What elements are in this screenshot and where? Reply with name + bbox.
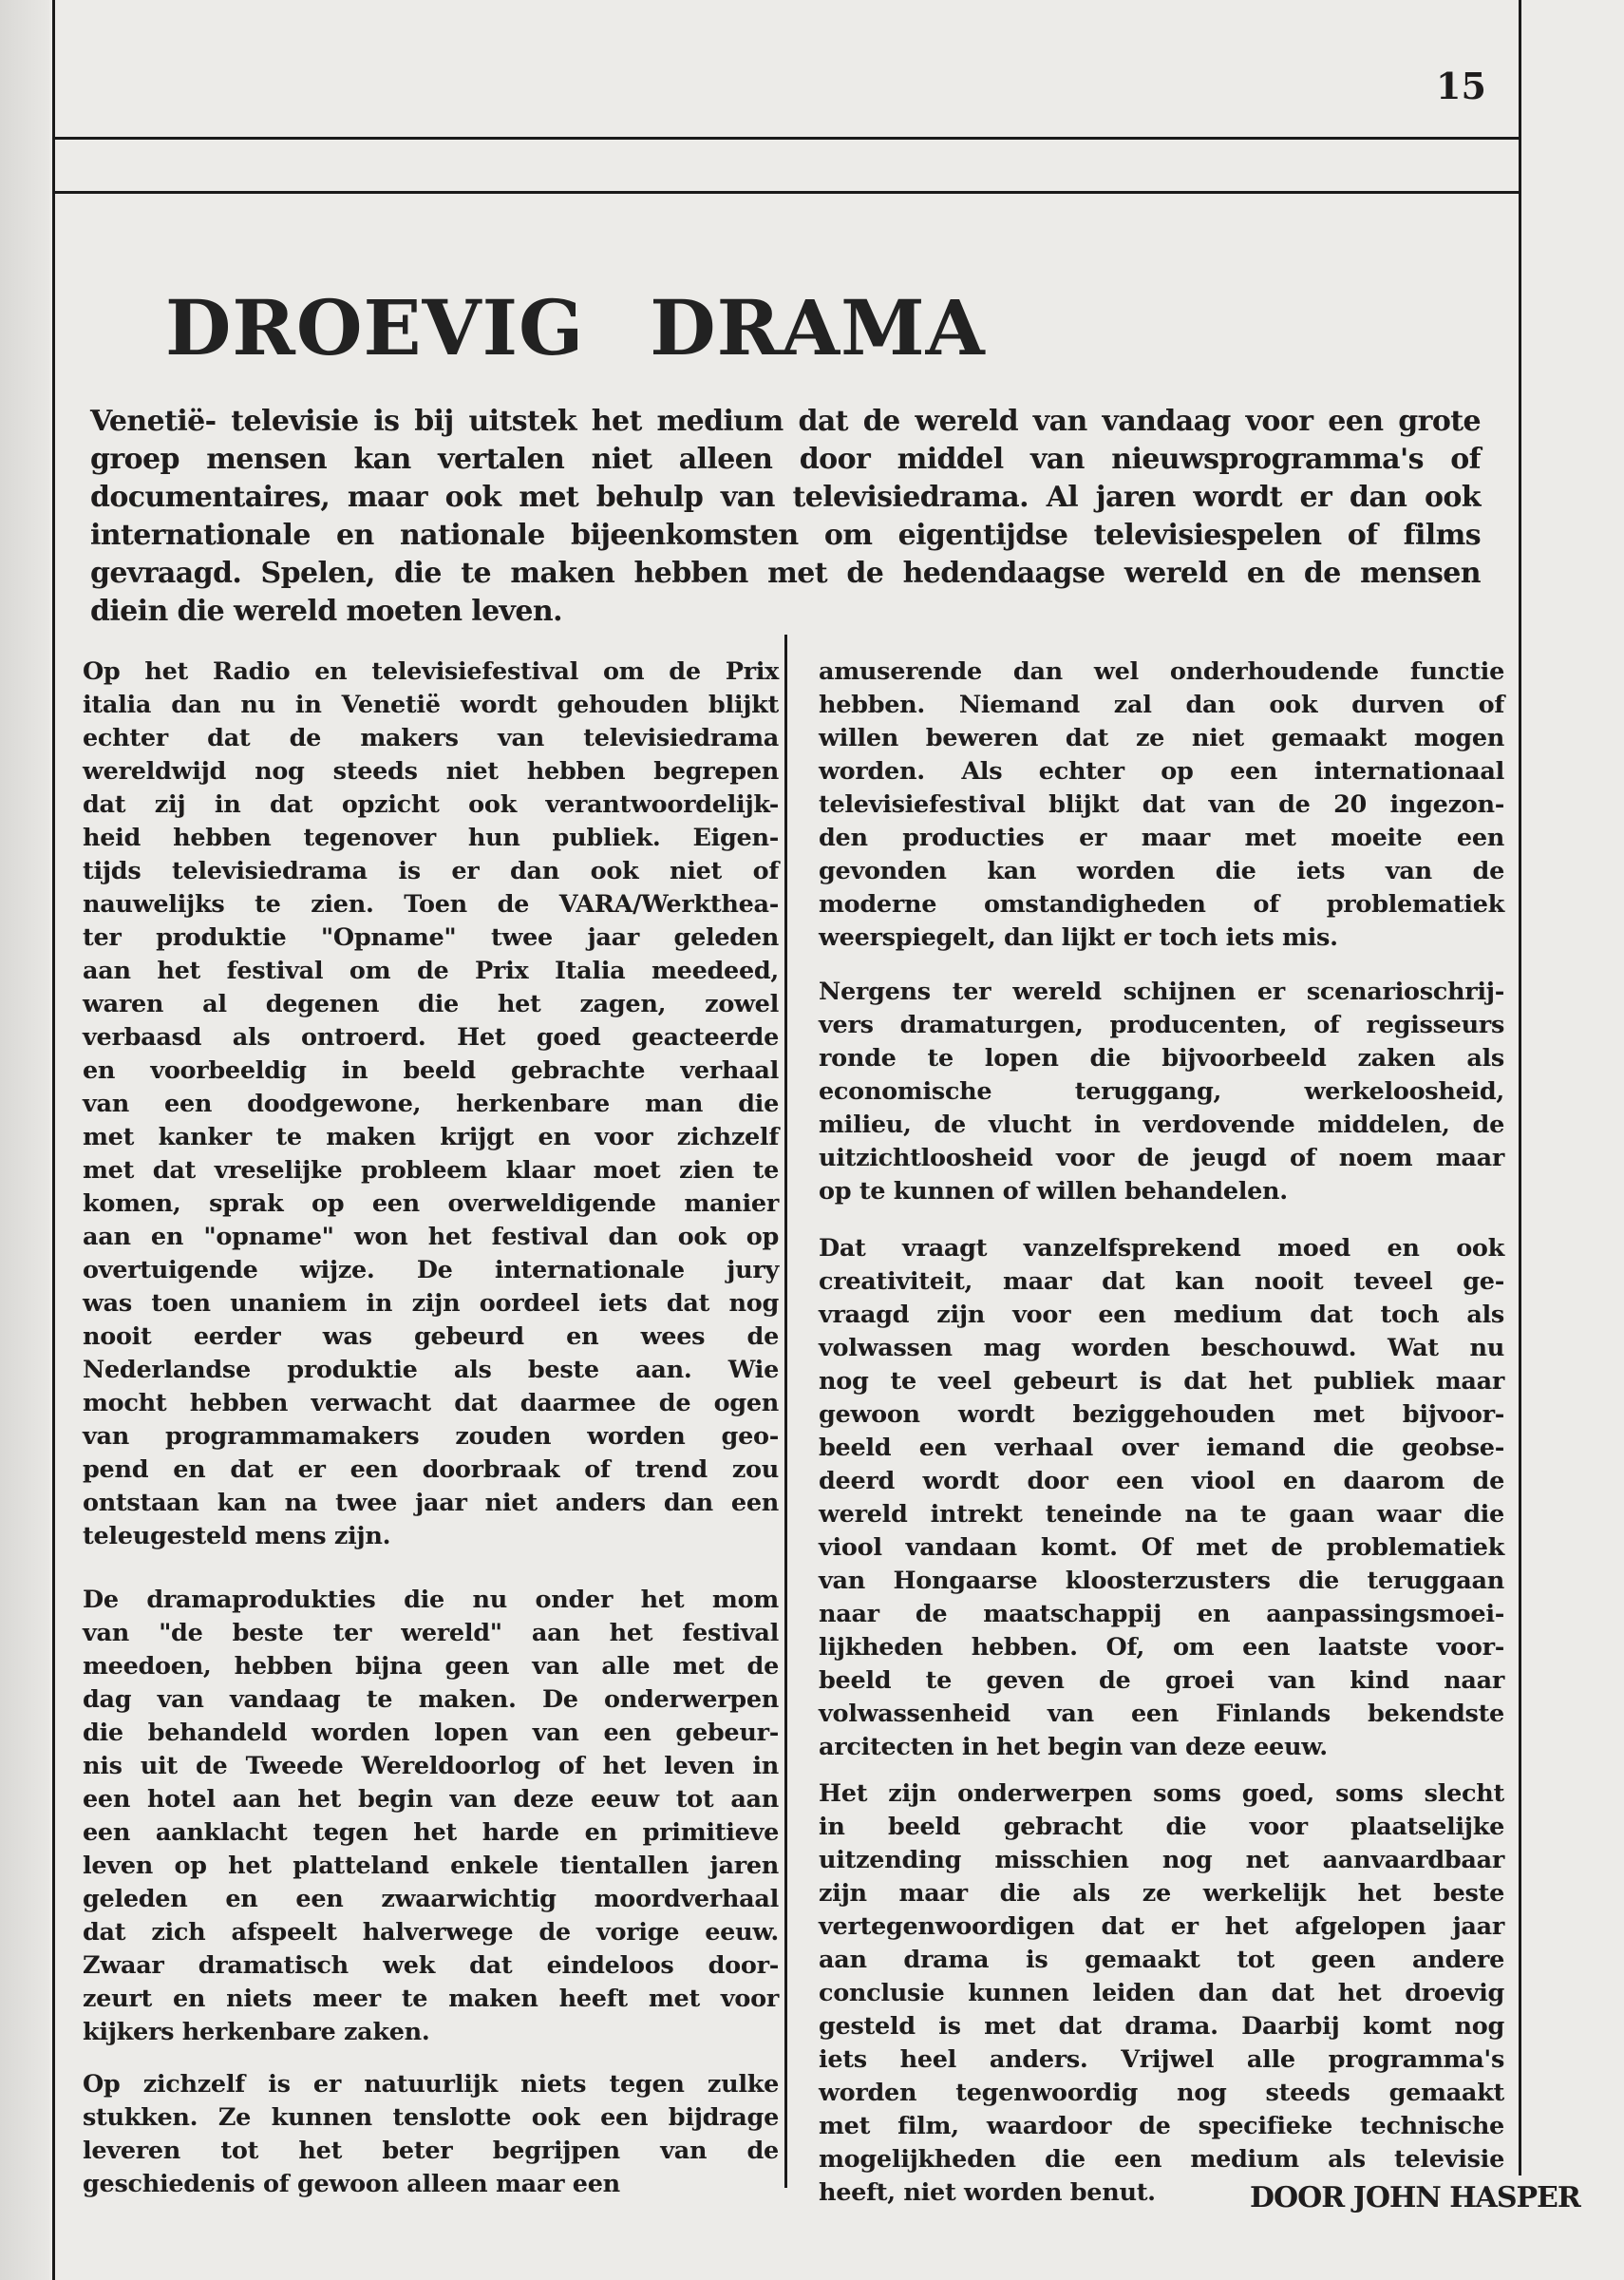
text-line: uitzichtloosheid voor de jeugd of noem maar <box>819 1144 1504 1172</box>
text-line: zijn maar die als ze werkelijk het beste <box>819 1879 1504 1908</box>
text-line: echter dat de makers van televisiedrama <box>83 724 779 752</box>
text-line: leveren tot het beter begrijpen van de <box>83 2137 779 2165</box>
text-line: iets heel anders. Vrijwel alle programma's <box>819 2045 1504 2074</box>
text-line: diein die wereld moeten leven. <box>90 595 562 628</box>
text-line: uitzending misschien nog net aanvaardbaar <box>819 1846 1504 1874</box>
text-line: groep mensen kan vertalen niet alleen door middel van nieuwsprogramma's of <box>90 443 1481 476</box>
text-line: heeft, niet worden benut. <box>819 2178 1156 2207</box>
text-line: economische teruggang, werkeloosheid, <box>819 1077 1504 1106</box>
text-line: dat zij in dat opzicht ook verantwoordelijk- <box>83 790 779 819</box>
text-line: televisiefestival blijkt dat van de 20 ingezon- <box>819 790 1504 819</box>
paragraph <box>819 1232 1504 1764</box>
paragraph <box>819 1777 1504 2210</box>
text-line: vers dramaturgen, producenten, of regisseurs <box>819 1011 1504 1039</box>
column-divider <box>784 635 787 2188</box>
text-line: was toen unaniem in zijn oordeel iets dat nog <box>83 1289 779 1318</box>
page-number: 15 <box>1436 65 1486 107</box>
text-line: een hotel aan het begin van deze eeuw tot aan <box>83 1785 779 1814</box>
article-intro <box>90 403 1481 631</box>
text-line: viool vandaan komt. Of met de problematiek <box>819 1533 1504 1562</box>
text-line: stukken. Ze kunnen tenslotte ook een bijdrage <box>83 2103 779 2132</box>
text-line: volwassen mag worden beschouwd. Wat nu <box>819 1334 1504 1362</box>
text-line: italia dan nu in Venetië wordt gehouden blijkt <box>83 691 779 719</box>
header-rule-top <box>52 137 1521 140</box>
text-line: dag van vandaag te maken. De onderwerpen <box>83 1685 779 1714</box>
frame-left-border <box>52 0 55 2280</box>
text-line: wereld intrekt teneinde na te gaan waar die <box>819 1500 1504 1529</box>
text-line: arcitecten in het begin van deze eeuw. <box>819 1733 1328 1761</box>
text-line: met dat vreselijke probleem klaar moet zien te <box>83 1156 779 1185</box>
text-line: die behandeld worden lopen van een gebeur- <box>83 1719 779 1747</box>
text-line: aan en "opname" won het festival dan ook op <box>83 1223 779 1251</box>
text-line: tijds televisiedrama is er dan ook niet of <box>83 857 779 885</box>
text-line: ronde te lopen die bijvoorbeeld zaken als <box>819 1044 1504 1073</box>
text-line: ter produktie "Opname" twee jaar geleden <box>83 923 779 952</box>
text-line: geleden en een zwaarwichtig moordverhaal <box>83 1885 779 1913</box>
text-line: geschiedenis of gewoon alleen maar een <box>83 2170 620 2198</box>
text-line: De dramaprodukties die nu onder het mom <box>83 1586 779 1614</box>
text-line: Op het Radio en televisiefestival om de Prix <box>83 657 779 686</box>
text-line: ontstaan kan na twee jaar niet anders dan een <box>83 1489 779 1517</box>
text-line: hebben. Niemand zal dan ook durven of <box>819 691 1504 719</box>
text-line: zeurt en niets meer te maken heeft met voor <box>83 1985 779 2013</box>
text-line: pend en dat er een doorbraak of trend zou <box>83 1455 779 1484</box>
text-line: een aanklacht tegen het harde en primitieve <box>83 1818 779 1847</box>
text-line: teleugesteld mens zijn. <box>83 1522 391 1550</box>
text-line: aan drama is gemaakt tot geen andere <box>819 1946 1504 1974</box>
text-line: komen, sprak op een overweldigende manier <box>83 1189 779 1218</box>
text-line: Dat vraagt vanzelfsprekend moed en ook <box>819 1234 1504 1263</box>
text-line: naar de maatschappij en aanpassingsmoei- <box>819 1600 1504 1628</box>
text-line: internationale en nationale bijeenkomsten om eigentijdse televisiespelen of films <box>90 519 1481 552</box>
article-title: DROEVIG DRAMA <box>165 283 986 372</box>
author-byline: DOOR JOHN HASPER <box>1250 2181 1580 2214</box>
text-line: documentaires, maar ook met behulp van televisiedrama. Al jaren wordt er dan ook <box>90 481 1481 514</box>
text-line: aan het festival om de Prix Italia meedeed, <box>83 957 779 985</box>
text-line: den producties er maar met moeite een <box>819 824 1504 852</box>
text-line: van "de beste ter wereld" aan het festival <box>83 1619 779 1647</box>
text-line: overtuigende wijze. De internationale jury <box>83 1256 779 1284</box>
text-line: nooit eerder was gebeurd en wees de <box>83 1322 779 1351</box>
text-line: Op zichzelf is er natuurlijk niets tegen zulke <box>83 2070 779 2099</box>
text-line: vertegenwoordigen dat er het afgelopen jaar <box>819 1912 1504 1941</box>
text-line: van Hongaarse kloosterzusters die teruggaan <box>819 1567 1504 1595</box>
text-line: Het zijn onderwerpen soms goed, soms slecht <box>819 1779 1504 1808</box>
text-line: conclusie kunnen leiden dan dat het droevig <box>819 1979 1504 2007</box>
text-line: meedoen, hebben bijna geen van alle met de <box>83 1652 779 1681</box>
text-line: heid hebben tegenover hun publiek. Eigen- <box>83 824 779 852</box>
text-line: volwassenheid van een Finlands bekendste <box>819 1700 1504 1728</box>
frame-right-border <box>1519 0 1521 2176</box>
text-line: van programmamakers zouden worden geo- <box>83 1422 779 1451</box>
text-line: lijkheden hebben. Of, om een laatste voor- <box>819 1633 1504 1662</box>
text-line: op te kunnen of willen behandelen. <box>819 1177 1288 1206</box>
text-line: van een doodgewone, herkenbare man die <box>83 1090 779 1118</box>
text-line: mocht hebben verwacht dat daarmee de ogen <box>83 1389 779 1417</box>
text-line: wereldwijd nog steeds niet hebben begrepen <box>83 757 779 786</box>
text-line: gesteld is met dat drama. Daarbij komt nog <box>819 2012 1504 2041</box>
text-line: beeld een verhaal over iemand die geobse- <box>819 1434 1504 1462</box>
text-line: dat zich afspeelt halverwege de vorige eeuw. <box>83 1918 779 1947</box>
paragraph <box>83 1584 779 2049</box>
text-line: en voorbeeldig in beeld gebrachte verhaal <box>83 1056 779 1085</box>
paragraph <box>819 976 1504 1208</box>
text-line: gewoon wordt beziggehouden met bijvoor- <box>819 1400 1504 1429</box>
text-line: amuserende dan wel onderhoudende functie <box>819 657 1504 686</box>
text-line: met film, waardoor de specifieke technische <box>819 2112 1504 2140</box>
text-line: vraagd zijn voor een medium dat toch als <box>819 1301 1504 1329</box>
text-line: beeld te geven de groei van kind naar <box>819 1666 1504 1695</box>
text-line: creativiteit, maar dat kan nooit teveel ge- <box>819 1267 1504 1296</box>
text-line: milieu, de vlucht in verdovende middelen, de <box>819 1111 1504 1139</box>
text-line: nauwelijks te zien. Toen de VARA/Werkthea- <box>83 890 779 919</box>
text-line: verbaasd als ontroerd. Het goed geacteerde <box>83 1023 779 1052</box>
text-line: waren al degenen die het zagen, zowel <box>83 990 779 1018</box>
paragraph <box>83 656 779 1553</box>
text-line: mogelijkheden die een medium als televisie <box>819 2145 1504 2174</box>
text-line: nis uit de Tweede Wereldoorlog of het leven in <box>83 1752 779 1780</box>
text-line: Nederlandse produktie als beste aan. Wie <box>83 1356 779 1384</box>
paragraph <box>819 656 1504 955</box>
text-line: nog te veel gebeurt is dat het publiek maar <box>819 1367 1504 1396</box>
text-line: worden tegenwoordig nog steeds gemaakt <box>819 2079 1504 2107</box>
text-line: willen beweren dat ze niet gemaakt mogen <box>819 724 1504 752</box>
text-line: Zwaar dramatisch wek dat eindeloos door- <box>83 1951 779 1980</box>
text-line: in beeld gebracht die voor plaatselijke <box>819 1813 1504 1841</box>
text-line: deerd wordt door een viool en daarom de <box>819 1467 1504 1495</box>
text-line: kijkers herkenbare zaken. <box>83 2018 430 2046</box>
text-line: Venetië- televisie is bij uitstek het medium dat de wereld van vandaag voor een grote <box>90 405 1481 438</box>
text-line: moderne omstandigheden of problematiek <box>819 890 1504 919</box>
text-line: leven op het platteland enkele tientallen jaren <box>83 1852 779 1880</box>
header-rule-bottom <box>52 191 1521 194</box>
text-line: gevraagd. Spelen, die te maken hebben met de hedendaagse wereld en de mensen <box>90 557 1481 590</box>
page-edge-shadow <box>0 0 49 2280</box>
text-line: Nergens ter wereld schijnen er scenarioschrij- <box>819 978 1504 1006</box>
text-line: gevonden kan worden die iets van de <box>819 857 1504 885</box>
text-line: worden. Als echter op een internationaal <box>819 757 1504 786</box>
paragraph <box>83 2068 779 2201</box>
text-line: weerspiegelt, dan lijkt er toch iets mis. <box>819 923 1338 952</box>
text-line: met kanker te maken krijgt en voor zichzelf <box>83 1123 779 1151</box>
